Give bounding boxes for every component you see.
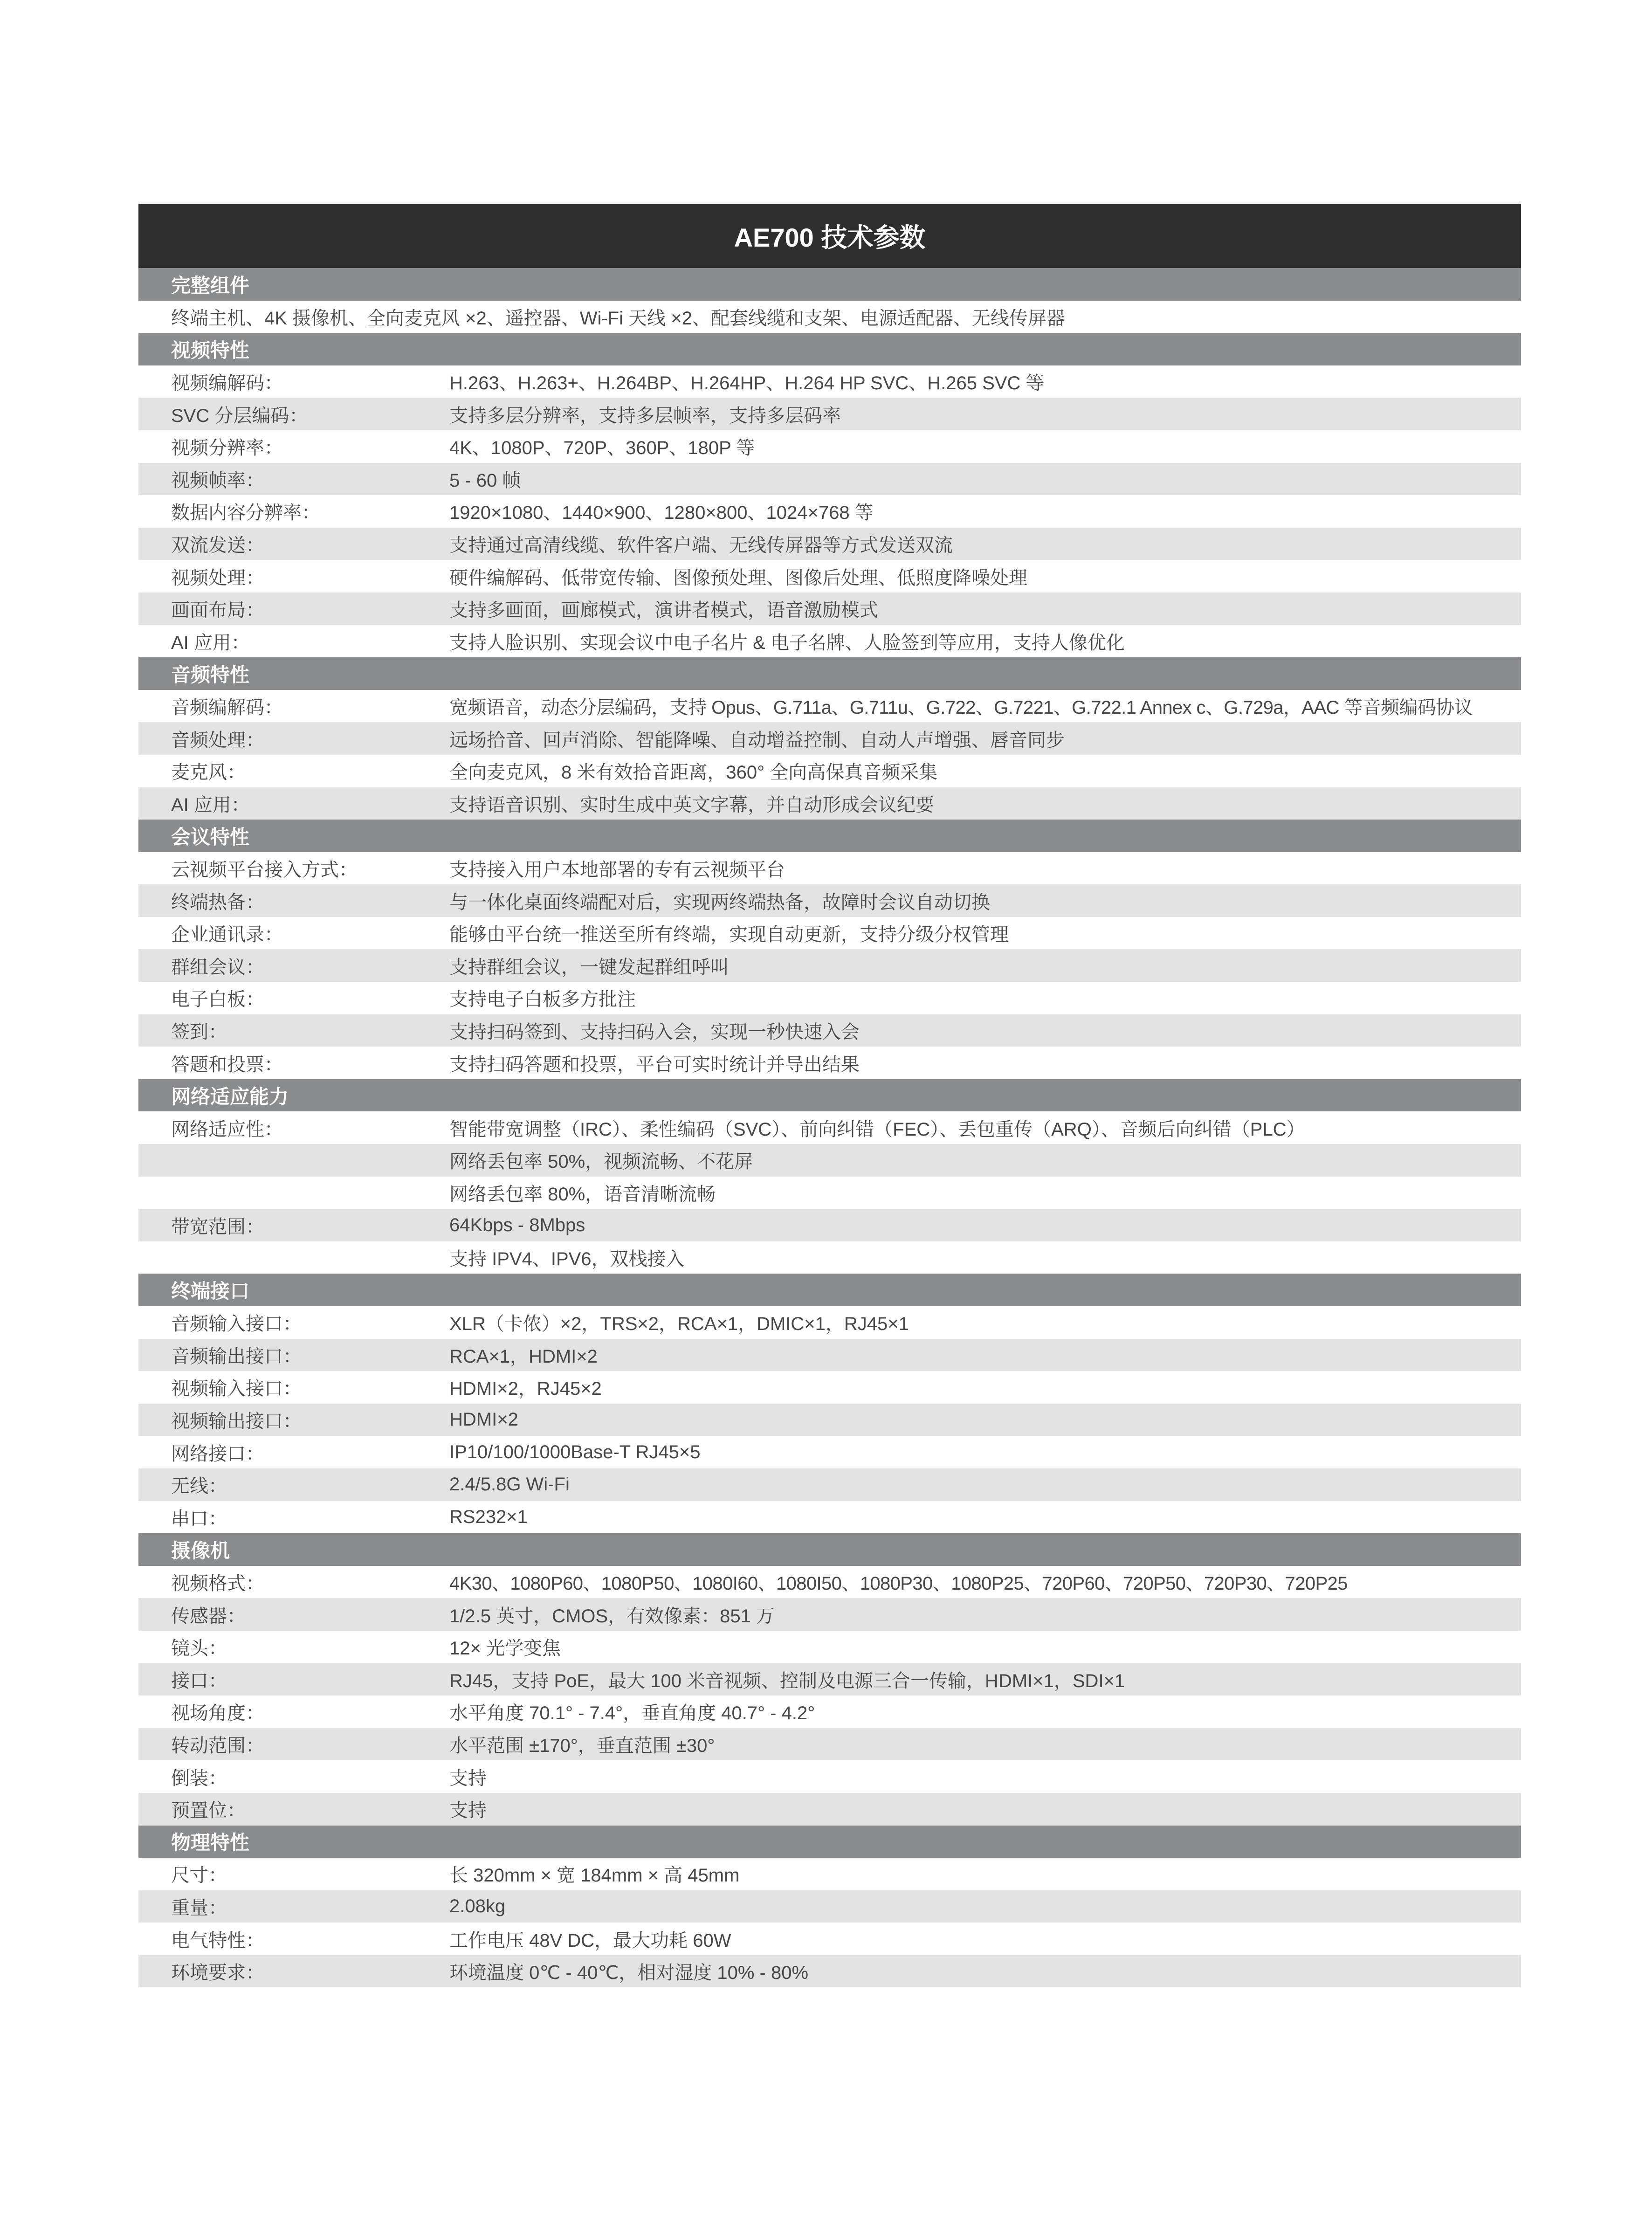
spec-value: 支持多画面，画廊模式，演讲者模式，语音激励模式 xyxy=(449,600,878,621)
spec-label: 镜头： xyxy=(171,1638,227,1659)
spec-label: 尺寸： xyxy=(171,1865,227,1886)
spec-value: 2.4/5.8G Wi-Fi xyxy=(449,1474,570,1495)
spec-value: 支持群组会议，一键发起群组呼叫 xyxy=(449,957,729,978)
spec-value: 支持扫码答题和投票，平台可实时统计并导出结果 xyxy=(449,1054,860,1075)
spec-sheet xyxy=(138,204,1521,1987)
spec-label: SVC 分层编码： xyxy=(171,405,308,426)
spec-value: H.263、H.263+、H.264BP、H.264HP、H.264 HP SVC、H.265 SVC 等 xyxy=(449,373,1045,394)
spec-value: 5 - 60 帧 xyxy=(449,470,521,491)
spec-value: 水平范围 ±170°，垂直范围 ±30° xyxy=(449,1736,715,1757)
spec-value: 支持通过高清线缆、软件客户端、无线传屏器等方式发送双流 xyxy=(449,535,953,556)
spec-label: 无线： xyxy=(171,1476,227,1497)
spec-value: 远场拾音、回声消除、智能降噪、自动增益控制、自动人声增强、唇音同步 xyxy=(449,730,1065,751)
spec-row xyxy=(138,755,1521,787)
spec-label: 网络适应性： xyxy=(171,1119,283,1140)
spec-row xyxy=(138,398,1521,430)
spec-label: 视频分辨率： xyxy=(171,438,283,459)
spec-row xyxy=(138,1955,1521,1988)
spec-row xyxy=(138,1566,1521,1599)
spec-label: 双流发送： xyxy=(171,535,264,556)
spec-row xyxy=(138,1760,1521,1793)
spec-label: 终端热备： xyxy=(171,892,264,913)
spec-value: 能够由平台统一推送至所有终端，实现自动更新，支持分级分权管理 xyxy=(449,924,1009,945)
spec-value: 1920×1080、1440×900、1280×800、1024×768 等 xyxy=(449,503,874,524)
spec-label: 预置位： xyxy=(171,1800,246,1821)
spec-value: 网络丢包率 80%，语音清晰流畅 xyxy=(449,1184,716,1205)
spec-label: 音频处理： xyxy=(171,730,264,751)
spec-value: 支持人脸识别、实现会议中电子名片 & 电子名牌、人脸签到等应用，支持人像优化 xyxy=(449,632,1125,653)
spec-value: 与一体化桌面终端配对后，实现两终端热备，故障时会议自动切换 xyxy=(449,892,990,913)
spec-row xyxy=(138,852,1521,885)
spec-value: RS232×1 xyxy=(449,1506,528,1527)
spec-value: 4K、1080P、720P、360P、180P 等 xyxy=(449,438,755,459)
spec-row xyxy=(138,1014,1521,1047)
spec-row xyxy=(138,430,1521,463)
section-title: 终端接口 xyxy=(171,1280,250,1303)
spec-row xyxy=(138,528,1521,560)
spec-value: HDMI×2 xyxy=(449,1409,518,1430)
spec-row xyxy=(138,593,1521,625)
section-header xyxy=(138,1533,1521,1566)
section-title: 摄像机 xyxy=(171,1539,230,1562)
spec-value: 支持多层分辨率，支持多层帧率，支持多层码率 xyxy=(449,405,841,426)
spec-row xyxy=(138,1598,1521,1631)
spec-text: 终端主机、4K 摄像机、全向麦克风 ×2、遥控器、Wi-Fi 天线 ×2、配套线缆和支架、电源适配器、无线传屏器 xyxy=(171,308,1065,329)
section-header xyxy=(138,1079,1521,1112)
spec-label: 视频帧率： xyxy=(171,470,264,491)
spec-row xyxy=(138,1111,1521,1144)
spec-row xyxy=(138,690,1521,723)
spec-row xyxy=(138,1371,1521,1404)
spec-row xyxy=(138,1144,1521,1177)
spec-value: 长 320mm × 宽 184mm × 高 45mm xyxy=(449,1865,740,1886)
spec-row xyxy=(138,787,1521,820)
section-header xyxy=(138,820,1521,852)
spec-label: 带宽范围： xyxy=(171,1216,264,1237)
section-title: 会议特性 xyxy=(171,826,250,848)
spec-title: AE700 技术参数 xyxy=(734,223,926,252)
spec-value: 1/2.5 英寸，CMOS，有效像素：851 万 xyxy=(449,1606,775,1626)
spec-value: RJ45，支持 PoE，最大 100 米音视频、控制及电源三合一传输，HDMI×1，SDI×1 xyxy=(449,1670,1125,1691)
spec-row xyxy=(138,1404,1521,1436)
section-title: 物理特性 xyxy=(171,1832,250,1854)
spec-row xyxy=(138,1339,1521,1371)
spec-row xyxy=(138,1695,1521,1728)
spec-value: 64Kbps - 8Mbps xyxy=(449,1214,585,1235)
spec-label: 视频格式： xyxy=(171,1573,264,1594)
spec-row xyxy=(138,365,1521,398)
section-header xyxy=(138,1826,1521,1858)
section-header xyxy=(138,268,1521,301)
spec-label: 云视频平台接入方式： xyxy=(171,859,358,880)
spec-title-bar xyxy=(138,204,1521,268)
spec-value: 工作电压 48V DC，最大功耗 60W xyxy=(449,1930,731,1951)
spec-value: 环境温度 0℃ - 40℃，相对湿度 10% - 80% xyxy=(449,1963,809,1984)
spec-row xyxy=(138,917,1521,950)
spec-label: 数据内容分辨率： xyxy=(171,503,320,524)
spec-row xyxy=(138,1047,1521,1079)
spec-value: 智能带宽调整（IRC）、柔性编码（SVC）、前向纠错（FEC）、丢包重传（ARQ）、音频后向纠错（PLC） xyxy=(449,1119,1305,1140)
spec-row xyxy=(138,1728,1521,1761)
spec-value: 12× 光学变焦 xyxy=(449,1638,561,1659)
spec-row xyxy=(138,1858,1521,1890)
spec-row xyxy=(138,625,1521,658)
section-title: 网络适应能力 xyxy=(171,1085,289,1108)
spec-label: 签到： xyxy=(171,1021,227,1042)
spec-row xyxy=(138,1241,1521,1274)
spec-label: 视频编解码： xyxy=(171,373,283,394)
spec-row xyxy=(138,884,1521,917)
section-header xyxy=(138,657,1521,690)
spec-row-full xyxy=(138,301,1521,333)
spec-value: 支持接入用户本地部署的专有云视频平台 xyxy=(449,859,785,880)
spec-value: RCA×1，HDMI×2 xyxy=(449,1346,598,1367)
spec-row xyxy=(138,1501,1521,1534)
section-header xyxy=(138,333,1521,365)
spec-label: 电气特性： xyxy=(171,1930,264,1951)
spec-value: 水平角度 70.1° - 7.4°，垂直角度 40.7° - 4.2° xyxy=(449,1703,815,1724)
spec-table xyxy=(138,268,1521,1987)
spec-row xyxy=(138,1663,1521,1696)
spec-label: 音频输入接口： xyxy=(171,1314,302,1335)
spec-value: IP10/100/1000Base-T RJ45×5 xyxy=(449,1441,701,1462)
spec-row xyxy=(138,722,1521,755)
spec-label: 视场角度： xyxy=(171,1703,264,1724)
spec-row xyxy=(138,1890,1521,1923)
spec-row xyxy=(138,560,1521,593)
spec-row xyxy=(138,1793,1521,1826)
spec-row xyxy=(138,495,1521,528)
spec-value: 4K30、1080P60、1080P50、1080I60、1080I50、1080P30、1080P25、720P60、720P50、720P30、720P25 xyxy=(449,1573,1348,1594)
spec-label: 视频处理： xyxy=(171,567,264,588)
spec-label: 网络接口： xyxy=(171,1443,264,1464)
spec-label: 重量： xyxy=(171,1897,227,1918)
spec-label: 转动范围： xyxy=(171,1736,264,1757)
spec-value: 支持电子白板多方批注 xyxy=(449,989,636,1010)
spec-label: 音频编解码： xyxy=(171,697,283,718)
section-title: 视频特性 xyxy=(171,339,250,361)
spec-label: 答题和投票： xyxy=(171,1054,283,1075)
spec-label: 画面布局： xyxy=(171,600,264,621)
spec-value: 支持 xyxy=(449,1768,487,1789)
spec-row xyxy=(138,1436,1521,1468)
spec-value: XLR（卡侬）×2，TRS×2，RCA×1，DMIC×1，RJ45×1 xyxy=(449,1314,909,1335)
spec-value: 宽频语音，动态分层编码，支持 Opus、G.711a、G.711u、G.722、G.7221、G.722.1 Annex c、G.729a，AAC 等音频编码协议 xyxy=(449,697,1473,718)
spec-row xyxy=(138,1468,1521,1501)
spec-row xyxy=(138,1923,1521,1955)
spec-row xyxy=(138,982,1521,1014)
spec-value: 网络丢包率 50%，视频流畅、不花屏 xyxy=(449,1151,753,1172)
spec-value: 硬件编解码、低带宽传输、图像预处理、图像后处理、低照度降噪处理 xyxy=(449,567,1027,588)
spec-label: 环境要求： xyxy=(171,1963,264,1984)
spec-label: 接口： xyxy=(171,1670,227,1691)
spec-value: 支持扫码签到、支持扫码入会，实现一秒快速入会 xyxy=(449,1021,860,1042)
spec-value: 支持 IPV4、IPV6，双栈接入 xyxy=(449,1249,685,1270)
spec-label: 串口： xyxy=(171,1508,227,1529)
spec-label: 倒装： xyxy=(171,1768,227,1789)
spec-label: 视频输入接口： xyxy=(171,1378,302,1399)
spec-label: 麦克风： xyxy=(171,762,246,783)
spec-row xyxy=(138,1209,1521,1241)
spec-label: 传感器： xyxy=(171,1606,246,1626)
section-title: 完整组件 xyxy=(171,274,250,296)
spec-row xyxy=(138,1631,1521,1663)
spec-label: 电子白板： xyxy=(171,989,264,1010)
spec-label: 视频输出接口： xyxy=(171,1411,302,1432)
spec-value: 2.08kg xyxy=(449,1895,506,1916)
spec-row xyxy=(138,1177,1521,1209)
section-header xyxy=(138,1274,1521,1306)
spec-value: HDMI×2，RJ45×2 xyxy=(449,1378,602,1399)
spec-label: 音频输出接口： xyxy=(171,1346,302,1367)
spec-label: 群组会议： xyxy=(171,957,264,978)
spec-row xyxy=(138,463,1521,496)
spec-label: AI 应用： xyxy=(171,632,250,653)
spec-value: 支持语音识别、实时生成中英文字幕，并自动形成会议纪要 xyxy=(449,794,934,815)
spec-label: AI 应用： xyxy=(171,794,250,815)
spec-label: 企业通讯录： xyxy=(171,924,283,945)
spec-value: 全向麦克风，8 米有效拾音距离，360° 全向高保真音频采集 xyxy=(449,762,938,783)
spec-value: 支持 xyxy=(449,1800,487,1821)
section-title: 音频特性 xyxy=(171,663,250,686)
spec-row xyxy=(138,949,1521,982)
spec-row xyxy=(138,1306,1521,1339)
